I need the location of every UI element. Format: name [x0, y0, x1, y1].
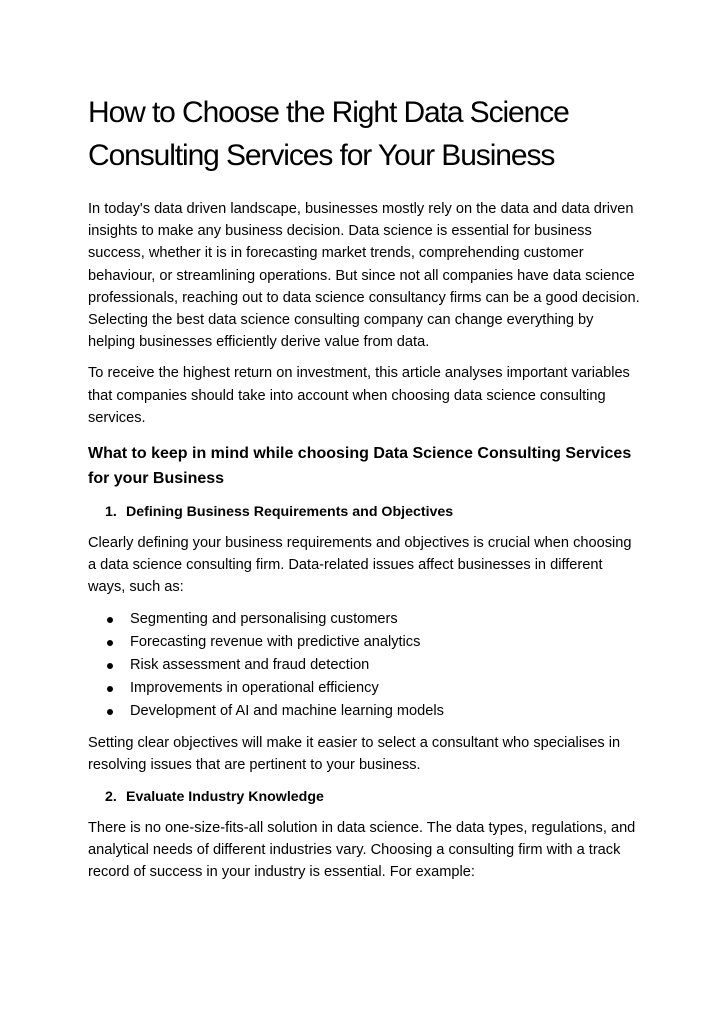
list-item-text: Segmenting and personalising customers — [130, 610, 398, 627]
bullet-icon — [107, 686, 113, 692]
list-item — [88, 700, 640, 723]
list-item-text: Forecasting revenue with predictive analytics — [130, 633, 421, 650]
bullet-icon — [107, 640, 113, 646]
document-body — [88, 91, 640, 884]
list-item-text: Risk assessment and fraud detection — [130, 657, 370, 674]
list-item — [88, 677, 640, 700]
numbered-heading-2-text: Evaluate Industry Knowledge — [126, 789, 324, 806]
numbered-heading-2 — [88, 786, 640, 808]
intro-paragraph: In today's data driven landscape, businesses mostly rely on the data and data driven insights to make any business decision. Data science is essential for business success, whether it is in forecasting market trends, comprehending customer behaviour, or streamlining operations. But since not all companies have data science professionals, reaching out to data science consultancy firms can be a good decision. Selecting the best data science consulting company can change everything by helping businesses efficiently derive value from data. — [88, 201, 640, 351]
document-title: How to Choose the Right Data Science Consulting Services for Your Business — [88, 96, 569, 172]
item-1-paragraph: Clearly defining your business requirements and objectives is crucial when choosing a data science consulting firm. Data-related issues affect businesses in different ways, such as: — [88, 535, 632, 596]
list-item-text: Improvements in operational efficiency — [130, 680, 379, 697]
numbered-heading-2-number: 2. — [105, 789, 117, 806]
bullet-icon — [107, 617, 113, 623]
numbered-heading-1 — [88, 501, 640, 523]
list-item — [88, 631, 640, 654]
numbered-heading-1-text: Defining Business Requirements and Objectives — [126, 504, 454, 521]
bullet-list — [88, 608, 640, 724]
section-heading: What to keep in mind while choosing Data Science Consulting Services for your Business — [88, 445, 632, 488]
list-item-text: Development of AI and machine learning models — [130, 703, 444, 720]
bullet-icon — [107, 709, 113, 715]
list-item — [88, 654, 640, 677]
bullet-icon — [107, 663, 113, 669]
item-1-closing-paragraph: Setting clear objectives will make it easier to select a consultant who specialises in resolving issues that are pertinent to your business. — [88, 734, 621, 773]
second-paragraph: To receive the highest return on investment, this article analyses important variables that companies should take into account when choosing data science consulting services. — [88, 365, 630, 426]
numbered-heading-1-number: 1. — [105, 504, 117, 521]
item-2-paragraph: There is no one-size-fits-all solution in data science. The data types, regulations, and analytical needs of different industries vary. Choosing a consulting firm with a track record of success in your industry is essential. For example: — [88, 820, 636, 881]
list-item — [88, 608, 640, 631]
